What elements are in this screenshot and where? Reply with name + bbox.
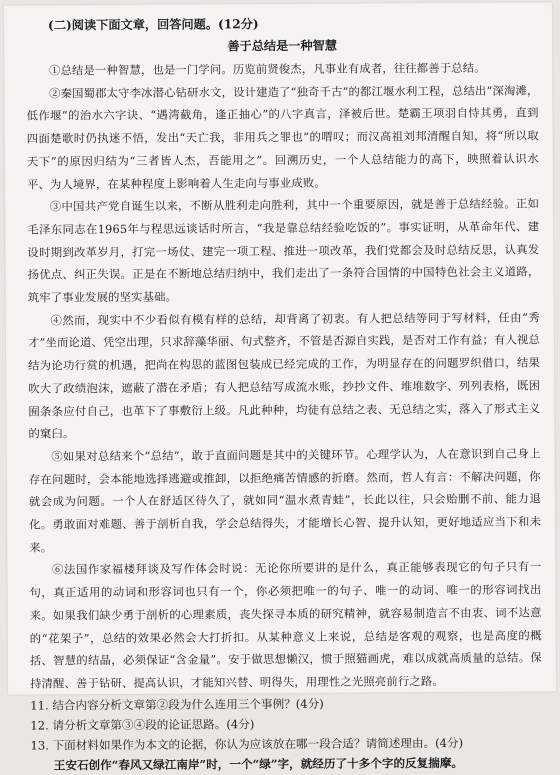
question-13: 13. 下面材料如果作为本文的论据，你认为应该放在哪一段合适？请简述理由。(4分) [30, 735, 464, 753]
paragraph-4: ④然而，现实中不少看似有模有样的总结，却背离了初衷。有人把总结等同于写材料，任由“秀才”坐而论道、凭空出理，只求辞藻华丽、句式整齐，不管是否源自实践，是否对工作有益；有人视总结为论功行赏的机遇，把尚在构思的蓝图包装成已经完成的工作，为明显存在的问题罗织借口，结果吹大了政绩泡沫，遮蔽了潜在矛盾；有人把总结写成流水账，抄抄文件、堆堆数字、列列表格，既困囿条条应付自己，也革下了事敷衍上级。凡此种种，均徒有总结之表、无总结之实，落入了形式主义的窠臼。 [27, 310, 541, 441]
exam-page [4, 2, 556, 773]
paragraph-2: ②秦国蜀郡太守李冰潜心钻研水文，设计建造了“独奇千古”的都江堰水利工程，总结出“深淘滩，低作堰”的治水六字诀、“遇湾截角，逢正抽心”的八字真言，泽被后世。楚霸王项羽自恃其勇，直到四面楚歌时仍执迷不悟，发出“天亡我，非用兵之罪也”的喟叹；而汉高祖刘邦清醒自知，将“所以取天下”的原因归结为“三者皆人杰，吾能用之”。回溯历史，一个人总结能力的高下，映照着认识水平、为人境界，在某种程度上影响着人生走向与事业成败。 [26, 83, 539, 192]
paragraph-6: ⑥法国作家福楼拜谈及写作体会时说：无论你所要讲的是什么，真正能够表现它的句子只有一句，真正适用的动词和形容词也只有一个，你必须把唯一的句子、唯一的动词、唯一的形容词找出来。如果我们缺少勇于剖析的心理素质，丧失探寻本质的研究精神，就容易制造言不由衷、词不达意的“花架子”，总结的效果必然会大打折扣。从某种意义上来说，总结是客观的观察，也是高度的概括、智慧的结晶，必须保证“含金量”。安于做思想懒汉，惯于照猫画虎，难以成就高质量的总结。保持清醒、善于钻研、提高认识，才能知兴替、明得失，用理性之光照亮前行之路。 [29, 559, 542, 691]
question-13-material: 王安石创作“春风又绿江南岸”时，一个“绿”字，就经历了十多个字的反复揣摩。 [53, 755, 464, 773]
question-12: 12. 请分析文章第③④段的论证思路。(4分) [30, 716, 255, 733]
paragraph-5: ⑤如果对总结来个“总结”，敢于直面问题是其中的关键环节。心理学认为，人在意识到自己身上存在问题时，会本能地选择逃避或推卸，以拒绝痛苦情感的折磨。然而，哲人有言：不解决问题，你就会成为问题。一个人在舒适区待久了，就如同“温水煮青蛙”，长此以往，只会贻删不前、能力退化。勇敢面对难题、善于剖析自我，学会总结得失，才能增长心智、提升认知，更好地适应当下和未来。 [28, 446, 542, 555]
page-content [4, 2, 557, 775]
paragraph-1: ①总结是一种智慧，也是一门学问。历览前贤俊杰，凡事业有成者，往往都善于总结。 [48, 60, 486, 78]
article-title: 善于总结是一种智慧 [227, 38, 338, 54]
paragraph-3: ③中国共产党自诞生以来，不断从胜利走向胜利，其中一个重要原因，就是善于总结经验。正如毛泽东同志在1965年与程思远谈话时所言，“我是靠总结经验吃饭的”。事实证明，从革命年代、建设时期到改革岁月，打完一场仗、建完一项工程、推进一项改革，我们党都会及时总结反思，认真发扬优点、纠正失误。正是在不断地总结归纳中，我们走出了一条符合国情的中国特色社会主义道路，筑牢了事业发展的坚实基础。 [27, 196, 540, 305]
section-title: (二)阅读下面文章，回答问题。(12分) [47, 17, 259, 33]
question-11: 11. 结合内容分析文章第②段为什么连用三个事例？(4分) [30, 696, 324, 713]
